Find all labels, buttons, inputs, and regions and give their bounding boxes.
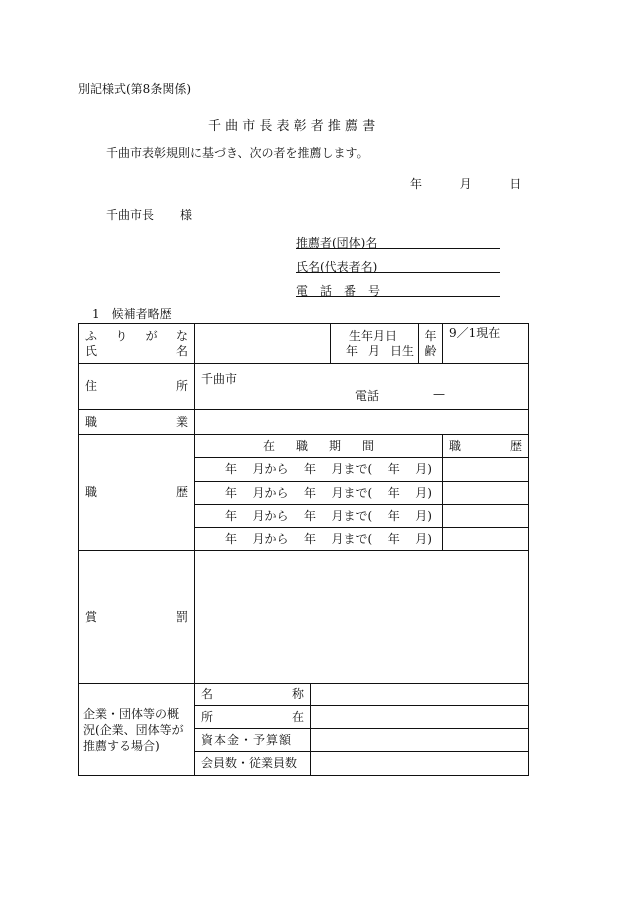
- addressee: 千曲市長: [106, 208, 155, 222]
- awards-row: [79, 551, 529, 684]
- org-members-label: 会員数・従業員数: [195, 752, 311, 776]
- recommender-name-field[interactable]: [296, 248, 500, 249]
- tenure-header: 在 職 期 間: [195, 435, 443, 458]
- career-header-row: [79, 435, 529, 458]
- tenure-period-input[interactable]: 年 月から 年 月まで( 年 月): [195, 458, 443, 482]
- representative-label: 氏名(代表者名): [296, 260, 378, 274]
- awards-input[interactable]: [195, 551, 529, 684]
- date-day: 日: [509, 177, 522, 191]
- candidate-form-table: [78, 323, 529, 776]
- org-location-input[interactable]: [311, 706, 529, 729]
- intro-text: 千曲市表彰規則に基づき、次の者を推薦します。: [106, 146, 369, 160]
- document-title: 千 曲 市 長 表 彰 者 推 薦 書: [208, 119, 376, 134]
- org-location-label: 所 在: [195, 706, 311, 729]
- org-members-input[interactable]: [311, 752, 529, 776]
- org-name-input[interactable]: [311, 684, 529, 706]
- occupation-label-cell: 職 業: [79, 410, 195, 435]
- tenure-period-input[interactable]: 年 月から 年 月まで( 年 月): [195, 505, 443, 528]
- occupation-input[interactable]: [195, 410, 529, 435]
- form-number: 別記様式(第8条関係): [78, 82, 191, 96]
- occupation-row: [79, 410, 529, 435]
- name-label-cell: [79, 324, 195, 364]
- awards-label-cell: 賞 罰: [79, 551, 195, 684]
- address-input[interactable]: [195, 364, 529, 410]
- career-detail-input[interactable]: [443, 505, 529, 528]
- honorific: 様: [180, 208, 193, 222]
- phone-field[interactable]: [296, 296, 500, 297]
- org-label-cell: 企業・団体等の概 況(企業、団体等が 推薦する場合): [79, 684, 195, 776]
- org-name-label: 名 称: [195, 684, 311, 706]
- name-input[interactable]: [195, 324, 331, 364]
- address-label-cell: 住 所: [79, 364, 195, 410]
- date-line: [410, 175, 521, 192]
- career-label-cell: 職 歴: [79, 435, 195, 551]
- name-label: 氏 名: [85, 343, 188, 358]
- career-detail-input[interactable]: [443, 458, 529, 482]
- age-as-of-note: 9／1現在: [449, 326, 501, 340]
- section-title: 1 候補者略歴: [92, 307, 172, 321]
- career-detail-input[interactable]: [443, 528, 529, 551]
- birthdate-units: 年 月 日生: [345, 343, 414, 358]
- birthdate-cell[interactable]: [331, 324, 419, 364]
- address-phone-dash: —: [433, 387, 445, 401]
- date-year: 年: [410, 177, 423, 191]
- name-row: [79, 324, 529, 364]
- address-value: 千曲市: [201, 372, 238, 386]
- age-input[interactable]: [443, 324, 529, 364]
- furigana-label: ふ り が な: [85, 328, 188, 343]
- tenure-period-input[interactable]: 年 月から 年 月まで( 年 月): [195, 482, 443, 505]
- org-capital-label: 資本金・予算額: [195, 729, 311, 752]
- phone-label: 電 話 番 号: [296, 284, 381, 298]
- tenure-period-input[interactable]: 年 月から 年 月まで( 年 月): [195, 528, 443, 551]
- org-capital-input[interactable]: [311, 729, 529, 752]
- birthdate-label: 生年月日: [349, 328, 398, 343]
- org-row: [79, 684, 529, 706]
- address-row: [79, 364, 529, 410]
- recommender-name-label: 推薦者(団体)名: [296, 236, 378, 250]
- address-phone-label: 電話: [355, 389, 380, 403]
- career-header: 職 歴: [443, 435, 529, 458]
- date-month: 月: [459, 177, 472, 191]
- career-detail-input[interactable]: [443, 482, 529, 505]
- age-label-cell: 年 齢: [419, 324, 443, 364]
- representative-field[interactable]: [296, 272, 500, 273]
